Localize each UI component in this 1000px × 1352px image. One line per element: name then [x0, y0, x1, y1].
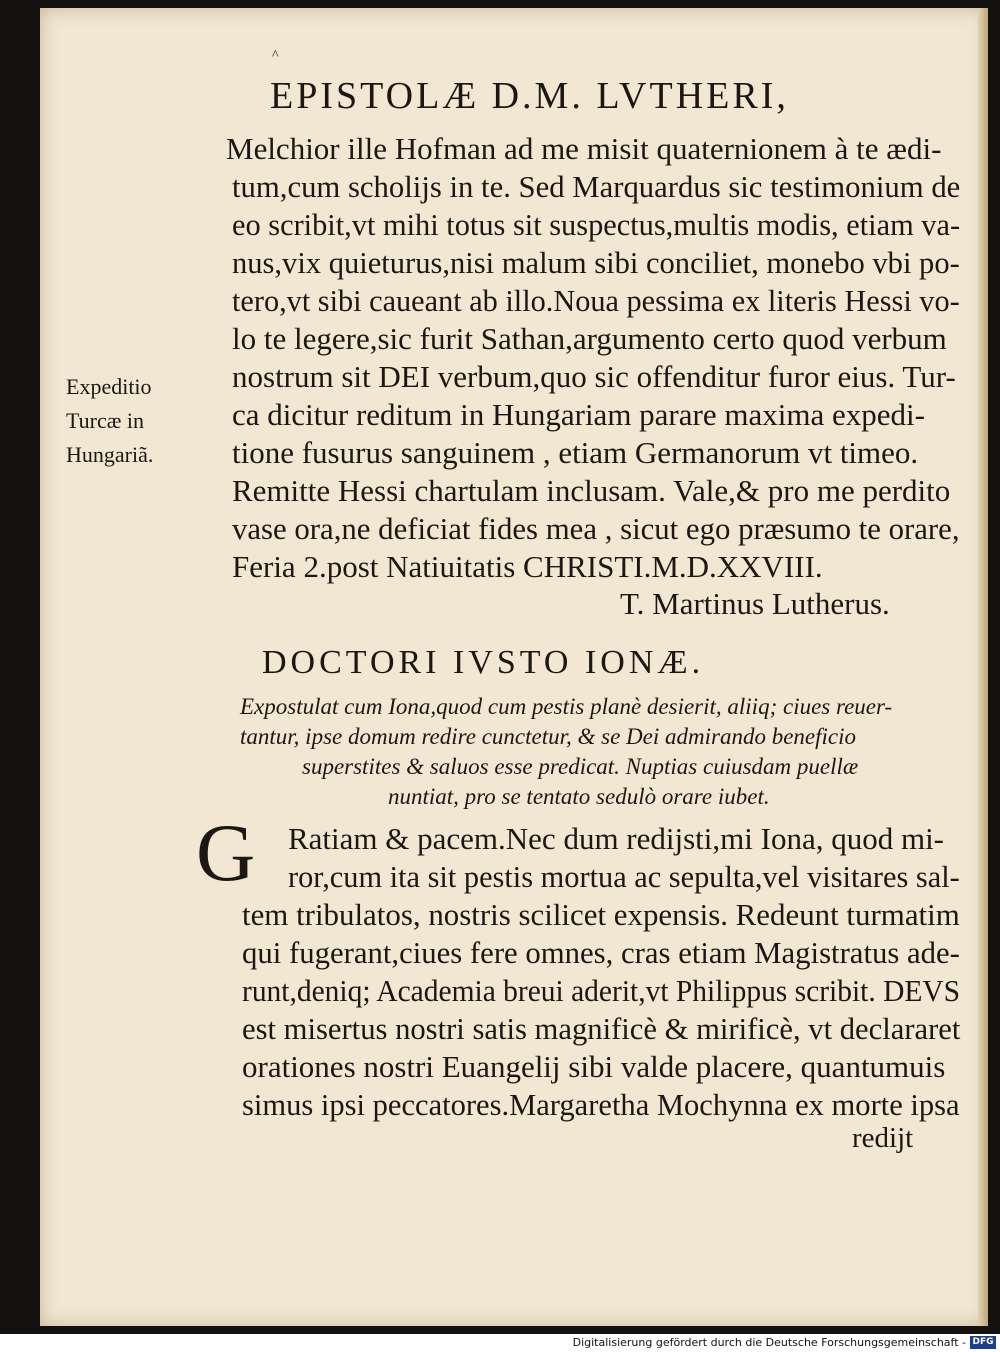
letter2-line: runt,deniq; Academia breui aderit,vt Philippus scribit. DEVS [242, 973, 961, 1008]
letter1-line: tione fusurus sanguinem , etiam Germanorum vt timeo. [232, 435, 919, 470]
dfg-logo: DFG [970, 1336, 996, 1349]
letter1-line: Remitte Hessi chartulam inclusam. Vale,& pro me perdito [232, 473, 951, 508]
letter2-line: tem tribulatos, nostris scilicet expensis. Redeunt turmatim [242, 897, 960, 932]
letter1-line: Melchior ille Hofman ad me misit quaternionem à te ædi- [226, 131, 942, 166]
catchword: redijt [852, 1122, 914, 1154]
letter1-line: vase ora,ne deficiat fides mea , sicut ego præsumo te orare, [232, 511, 960, 546]
letter1-line: nostrum sit DEI verbum,quo sic offenditur furor eius. Tur- [232, 359, 956, 394]
letter2-line: simus ipsi peccatores.Margaretha Mochynna ex morte ipsa [242, 1087, 960, 1122]
argument-line: Expostulat cum Iona,quod cum pestis planè desierit, aliiq; ciues reuer- [240, 694, 893, 719]
letter1-line: ca dicitur reditum in Hungariam parare maxima expedi- [232, 397, 925, 432]
letter2-heading: DOCTORI IVSTO IONÆ. [262, 644, 705, 681]
margin-note [66, 370, 153, 472]
letter2-line: est misertus nostri satis magnificè & mirificè, vt declararet [242, 1011, 961, 1046]
drop-capital: G [196, 807, 256, 898]
argument-line: tantur, ipse domum redire cunctetur, & se Dei admirando beneficio [240, 724, 857, 749]
margin-note-line: Hungariã. [66, 442, 154, 467]
letter2-line: ror,cum ita sit pestis mortua ac sepulta,vel visitares sal- [288, 859, 960, 894]
letter1-line: tero,vt sibi caueant ab illo.Noua pessima ex literis Hessi vo- [232, 283, 960, 318]
argument-line: superstites & saluos esse predicat. Nuptias cuiusdam puellæ [302, 754, 859, 779]
letter1-line: tum,cum scholijs in te. Sed Marquardus sic testimonium de [232, 169, 961, 204]
letter1-line: lo te legere,sic furit Sathan,argumento certo quod verbum [232, 321, 947, 356]
margin-note-line: Turcæ in [66, 408, 145, 433]
page-edge [978, 8, 988, 1326]
printer-mark: ^ [272, 48, 279, 63]
letter1-line: eo scribit,vt mihi totus sit suspectus,multis modis, etiam va- [232, 207, 961, 242]
letter1-line: Feria 2.post Natiuitatis CHRISTI.M.D.XXVIII. [232, 549, 823, 584]
margin-note-line: Expeditio [66, 374, 152, 399]
argument-line: nuntiat, pro se tentato sedulò orare iubet. [388, 784, 770, 809]
running-head: EPISTOLÆ D.M. LVTHERI, [270, 75, 789, 117]
letter2-line: orationes nostri Euangelij sibi valde placere, quantumuis [242, 1049, 946, 1084]
signature: T. Martinus Lutherus. [620, 586, 890, 621]
footer-funding-text: Digitalisierung gefördert durch die Deutsche Forschungsgemeinschaft - [572, 1336, 966, 1349]
letter1-line: nus,vix quieturus,nisi malum sibi conciliet, monebo vbi po- [232, 245, 960, 280]
letter2-line: Ratiam & pacem.Nec dum redijsti,mi Iona, quod mi- [288, 821, 945, 856]
letter2-line: qui fugerant,ciues fere omnes, cras etiam Magistratus ade- [242, 935, 960, 970]
